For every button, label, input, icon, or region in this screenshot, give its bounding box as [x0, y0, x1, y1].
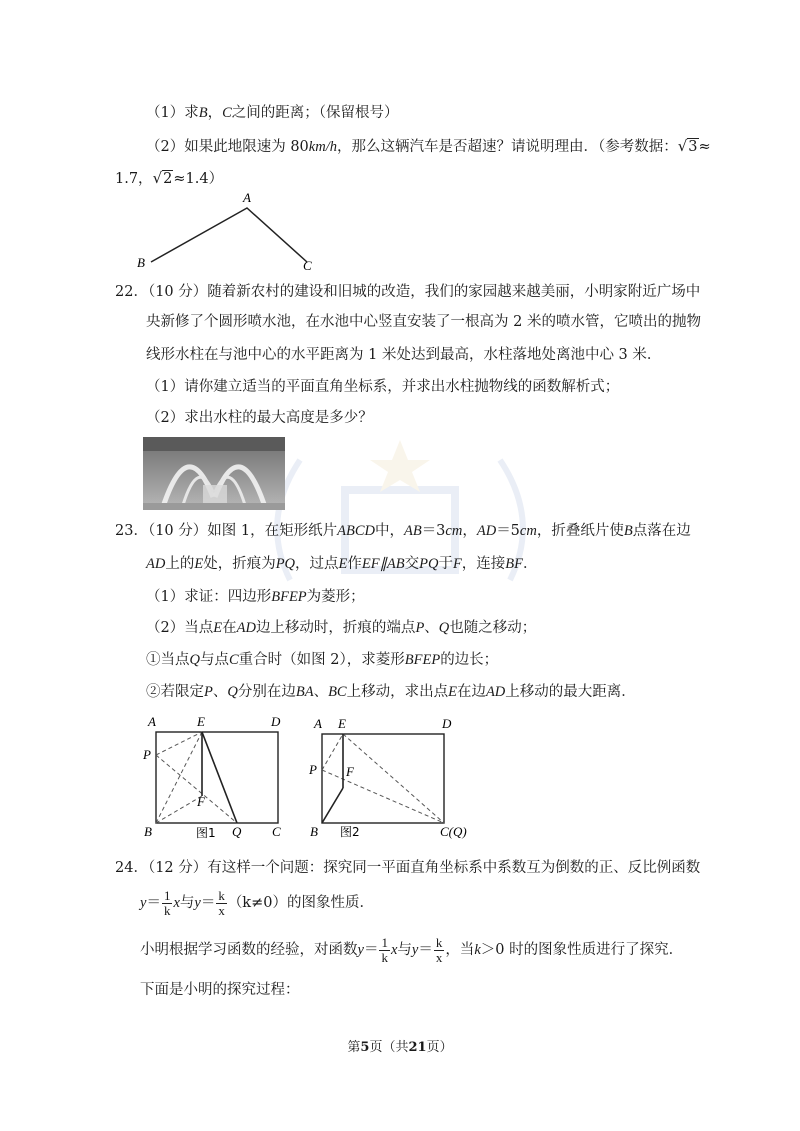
text: ≈1.4） — [173, 171, 224, 187]
q23-figure-2 — [306, 712, 481, 840]
text: 分别在边 — [237, 684, 296, 700]
var-y: y — [140, 895, 147, 911]
var: BF — [505, 556, 524, 572]
text: ＝ — [418, 942, 433, 958]
text: 小明根据学习函数的经验，对函数 — [140, 942, 358, 958]
text: ，那么这辆汽车是否超速？请说明理由．（参考数据： — [336, 139, 678, 155]
var: Q — [438, 620, 450, 636]
var: BC — [328, 684, 347, 700]
text: 上移动的最大距离． — [505, 684, 636, 700]
text: ＝ — [200, 895, 216, 911]
text: 为菱形； — [306, 589, 365, 605]
var: F — [452, 556, 462, 572]
q24-stem-1 — [115, 858, 700, 878]
label-p: P — [143, 747, 151, 762]
q24-stem-4: 下面是小明的探究过程： — [140, 982, 300, 998]
q21-part2 — [146, 136, 711, 157]
text: 也随之移动； — [449, 620, 537, 636]
var: BFEP — [271, 589, 307, 605]
label-a: A — [148, 714, 156, 729]
var-x: x — [173, 895, 180, 911]
text: ， — [462, 523, 477, 539]
text: 、 — [424, 620, 439, 636]
var: ABCD — [337, 523, 375, 539]
label-e: E — [338, 716, 346, 731]
text: ， — [207, 105, 223, 121]
var-b: B — [198, 105, 208, 121]
text: ． — [523, 556, 538, 572]
q23-case1 — [146, 650, 498, 670]
var: EF∥AB — [361, 556, 405, 572]
q22-sub1: （1）请你建立适当的平面直角坐标系，并求出水柱抛物线的函数解析式； — [146, 379, 620, 395]
var: E — [194, 556, 204, 572]
var: AB — [403, 523, 422, 539]
var: E — [448, 684, 457, 700]
text: ＝ — [363, 942, 379, 958]
q21-triangle-figure — [135, 190, 325, 275]
var-c: C — [222, 105, 232, 121]
q22-stem-2: 央新修了个圆形喷水池，在水池中心竖直安装了一根高为 2 米的喷水管，它喷出的抛物 — [146, 314, 701, 330]
label-a: A — [243, 190, 251, 205]
text: ②若限定 — [146, 684, 204, 700]
text: 的边长； — [440, 652, 499, 668]
figure-2-caption: 图2 — [340, 825, 360, 839]
label-p: P — [309, 762, 317, 777]
text: ≈ — [698, 139, 711, 155]
text: 边上移动时，折痕的端点 — [255, 620, 416, 636]
q23-sub2 — [146, 618, 536, 638]
q23-figure-1 — [140, 712, 290, 840]
text: ，折叠纸片使 — [536, 523, 624, 539]
q21-part1 — [146, 103, 399, 123]
label-d: D — [271, 714, 281, 729]
unit: cm — [519, 523, 537, 539]
unit: cm — [445, 523, 463, 539]
text: （1）求 — [146, 105, 199, 121]
var: P — [204, 684, 213, 700]
text: 在边 — [456, 684, 486, 700]
q23-sub1 — [146, 587, 365, 607]
text: （10 分）随着新农村的建设和旧城的改造，我们的家园越来越美丽，小明家附近广场中 — [147, 284, 701, 300]
q23-case2 — [146, 682, 636, 702]
text: 点落在边 — [632, 523, 691, 539]
q22-stem-1 — [115, 282, 700, 302]
text: 交 — [404, 556, 420, 572]
label-b: B — [144, 824, 152, 839]
text: 与点 — [199, 652, 229, 668]
label-c-q: C(Q) — [440, 824, 467, 839]
label-f: F — [346, 764, 354, 779]
label-f: F — [197, 794, 205, 809]
var: Q — [227, 684, 238, 700]
var: Q — [189, 652, 200, 668]
var: BFEP — [404, 652, 441, 668]
question-number: 22． — [115, 284, 148, 300]
text: 与 — [179, 895, 195, 911]
fraction-1-over-k: $\frac{1}{k}$ — [381, 934, 388, 965]
label-b: B — [310, 824, 318, 839]
q22-sub2: （2）求出水柱的最大高度是多少？ — [146, 410, 373, 426]
text: 上移动，求出点 — [346, 684, 449, 700]
text: 页（共 — [369, 1040, 409, 1055]
var-k: k — [474, 942, 481, 958]
unit: km/h — [308, 139, 337, 155]
var: E — [213, 620, 223, 636]
text: 第 — [347, 1040, 361, 1055]
fountain-photo — [143, 437, 285, 510]
var: AD — [236, 620, 256, 636]
label-a: A — [314, 716, 322, 731]
sqrt3: √3 — [677, 137, 698, 155]
text: ＝5 — [496, 523, 520, 539]
text: 、 — [313, 684, 329, 700]
text: ，连接 — [461, 556, 506, 572]
text: 上的 — [165, 556, 195, 572]
text: 于 — [438, 556, 453, 572]
fraction-k-over-x: $\frac{k}{x}$ — [218, 887, 225, 918]
text: （2）如果此地限速为 80 — [146, 139, 309, 155]
page-total: 21 — [408, 1040, 427, 1055]
fraction-1-over-k: $\frac{1}{k}$ — [163, 887, 171, 918]
sqrt2: √2 — [152, 169, 173, 187]
text: 重合时（如图 2），求菱形 — [238, 652, 405, 668]
q24-functions-line — [140, 888, 374, 918]
var: AD — [146, 556, 166, 572]
text: 、 — [212, 684, 228, 700]
q23-stem-2 — [146, 554, 538, 574]
fraction-k-over-x: $\frac{k}{x}$ — [435, 934, 443, 965]
text: 作 — [347, 556, 362, 572]
text: ，当 — [445, 942, 475, 958]
q23-stem-1 — [115, 521, 691, 541]
var: E — [338, 556, 348, 572]
q24-stem-3 — [140, 935, 683, 965]
text: 处，折痕为 — [203, 556, 276, 572]
var: C — [228, 652, 239, 668]
text: （k≠0）的图象性质． — [227, 895, 374, 911]
label-c: C — [272, 824, 281, 839]
label-q: Q — [232, 824, 242, 839]
text: ，过点 — [295, 556, 339, 572]
page-number: 5 — [360, 1040, 370, 1055]
var-y: y — [194, 895, 201, 911]
var: P — [415, 620, 425, 636]
var: PQ — [275, 556, 296, 572]
page-footer — [0, 1036, 800, 1055]
q22-stem-3: 线形水柱在与池中心的水平距离为 1 米处达到最高，水柱落地处离池中心 3 米． — [146, 347, 662, 363]
question-number: 24． — [115, 860, 148, 876]
label-d: D — [442, 716, 452, 731]
label-b: B — [137, 255, 145, 270]
var-y: y — [357, 942, 364, 958]
text: ①当点 — [146, 652, 190, 668]
text: 页） — [426, 1040, 453, 1055]
text: 之间的距离；（保留根号） — [231, 105, 399, 121]
var-x: x — [390, 942, 398, 958]
text: （1）求证：四边形 — [146, 589, 272, 605]
figure-1-caption: 图1 — [196, 826, 216, 840]
text: ＝3 — [421, 523, 446, 539]
text: 在 — [222, 620, 237, 636]
label-c: C — [303, 258, 312, 273]
text: 与 — [397, 942, 412, 958]
text: （12 分）有这样一个问题：探究同一平面直角坐标系中系数互为倒数的正、反比例函数 — [147, 860, 701, 876]
text: ＝ — [146, 895, 161, 911]
text: （10 分）如图 1，在矩形纸片 — [147, 523, 338, 539]
text: 中， — [374, 523, 404, 539]
text: 1.7， — [115, 171, 153, 187]
var: B — [623, 523, 633, 539]
text: ＞0 时的图象性质进行了探究． — [480, 942, 684, 958]
label-e: E — [197, 714, 205, 729]
question-number: 23． — [115, 523, 148, 539]
text: （2）当点 — [146, 620, 214, 636]
var: BA — [295, 684, 314, 700]
var-y: y — [411, 942, 419, 958]
watermark-logo — [250, 430, 550, 610]
var: AD — [476, 523, 497, 539]
q21-part2-cont — [115, 168, 223, 189]
var: AD — [485, 684, 506, 700]
var: PQ — [419, 556, 439, 572]
